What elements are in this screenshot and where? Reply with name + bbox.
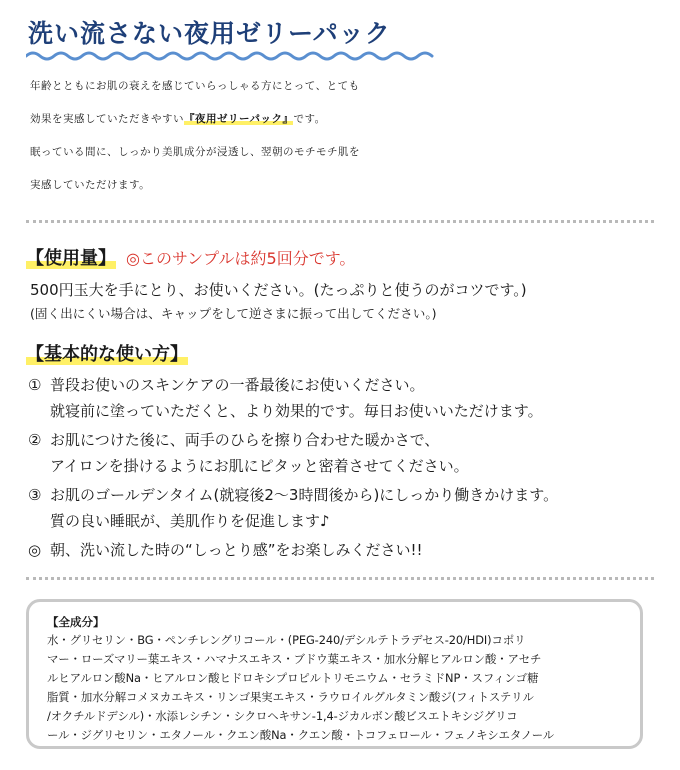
sample-note: ◎このサンプルは約5回分です。 <box>126 249 356 268</box>
step-item <box>28 484 558 531</box>
ingredients-box <box>26 599 643 749</box>
intro-text-part: です。 <box>293 113 326 125</box>
ingredients-line: /オクチルドデシル)・水添レシチン・シクロヘキサン-1,4-ジカルボン酸ビスエトキシジグリコ <box>47 709 518 723</box>
ingredients-line: 脂質・加水分解コメヌカエキス・リンゴ果実エキス・ラウロイルグルタミン酸ジ(フィトステリル <box>47 690 534 704</box>
ingredients-line: 水・グリセリン・BG・ペンチレングリコール・(PEG-240/デシルテトラデセス-20/HDI)コポリ <box>47 633 526 647</box>
step-item <box>28 429 469 476</box>
dotted-divider <box>26 220 654 223</box>
product-name-highlight: 『夜用ゼリーパック』 <box>184 113 294 125</box>
usage-text: 500円玉大を手にとり、お使いください。(たっぷりと使うのがコツです。) <box>30 281 527 299</box>
ingredients-line: ール・ジグリセリン・エタノール・クエン酸Na・クエン酸・トコフェロール・フェノキシエタノール <box>47 728 555 742</box>
step-text: 就寝前に塗っていただくと、より効果的です。毎日お使いいただけます。 <box>50 402 543 420</box>
intro-text <box>30 70 660 202</box>
step-number: ◎ <box>28 541 42 559</box>
step-text: 普段お使いのスキンケアの一番最後にお使いください。 <box>50 376 425 394</box>
step-text: お肌につけた後に、両手のひらを擦り合わせた暖かさで、 <box>50 431 440 449</box>
ingredients-label: 【全成分】 <box>47 615 105 629</box>
step-text: 質の良い睡眠が、美肌作りを促進します♪ <box>50 512 330 530</box>
wave-underline-icon <box>26 50 446 62</box>
step-text: 朝、洗い流した時の“しっとり感”をお楽しみください!! <box>50 541 423 559</box>
usage-note: (固く出にくい場合は、キャップをして逆さまに振って出してください。) <box>30 306 437 321</box>
step-text: お肌のゴールデンタイム(就寝後2〜3時間後から)にしっかり働きかけます。 <box>50 486 559 504</box>
step-number: ② <box>28 431 42 449</box>
intro-line: 眠っている間に、しっかり美肌成分が浸透し、翌朝のモチモチ肌を <box>30 146 360 158</box>
ingredients-line: ルヒアルロン酸Na・ヒアルロン酸ヒドロキシプロピルトリモニウム・セラミドNP・スフィンゴ糖 <box>47 671 539 685</box>
step-item <box>28 374 543 421</box>
intro-line <box>30 103 660 136</box>
usage-heading <box>26 244 355 270</box>
step-number: ① <box>28 376 42 394</box>
intro-line: 実感していただけます。 <box>30 179 151 191</box>
intro-line: 年齢とともにお肌の衰えを感じていらっしゃる方にとって、とても <box>30 80 360 92</box>
step-item <box>28 539 423 560</box>
step-text: アイロンを掛けるようにお肌にピタッと密着させてください。 <box>50 457 469 475</box>
howto-label: 【基本的な使い方】 <box>26 344 188 365</box>
usage-label: 【使用量】 <box>26 248 116 269</box>
ingredients-list <box>47 631 622 745</box>
step-number: ③ <box>28 486 42 504</box>
page-title: 洗い流さない夜用ゼリーパック <box>28 19 391 48</box>
intro-text-part: 効果を実感していただきやすい <box>30 113 184 125</box>
ingredients-line: マー・ローズマリー葉エキス・ハマナスエキス・ブドウ葉エキス・加水分解ヒアルロン酸・アセチ <box>47 652 542 666</box>
dotted-divider <box>26 577 654 580</box>
howto-heading <box>26 340 188 366</box>
